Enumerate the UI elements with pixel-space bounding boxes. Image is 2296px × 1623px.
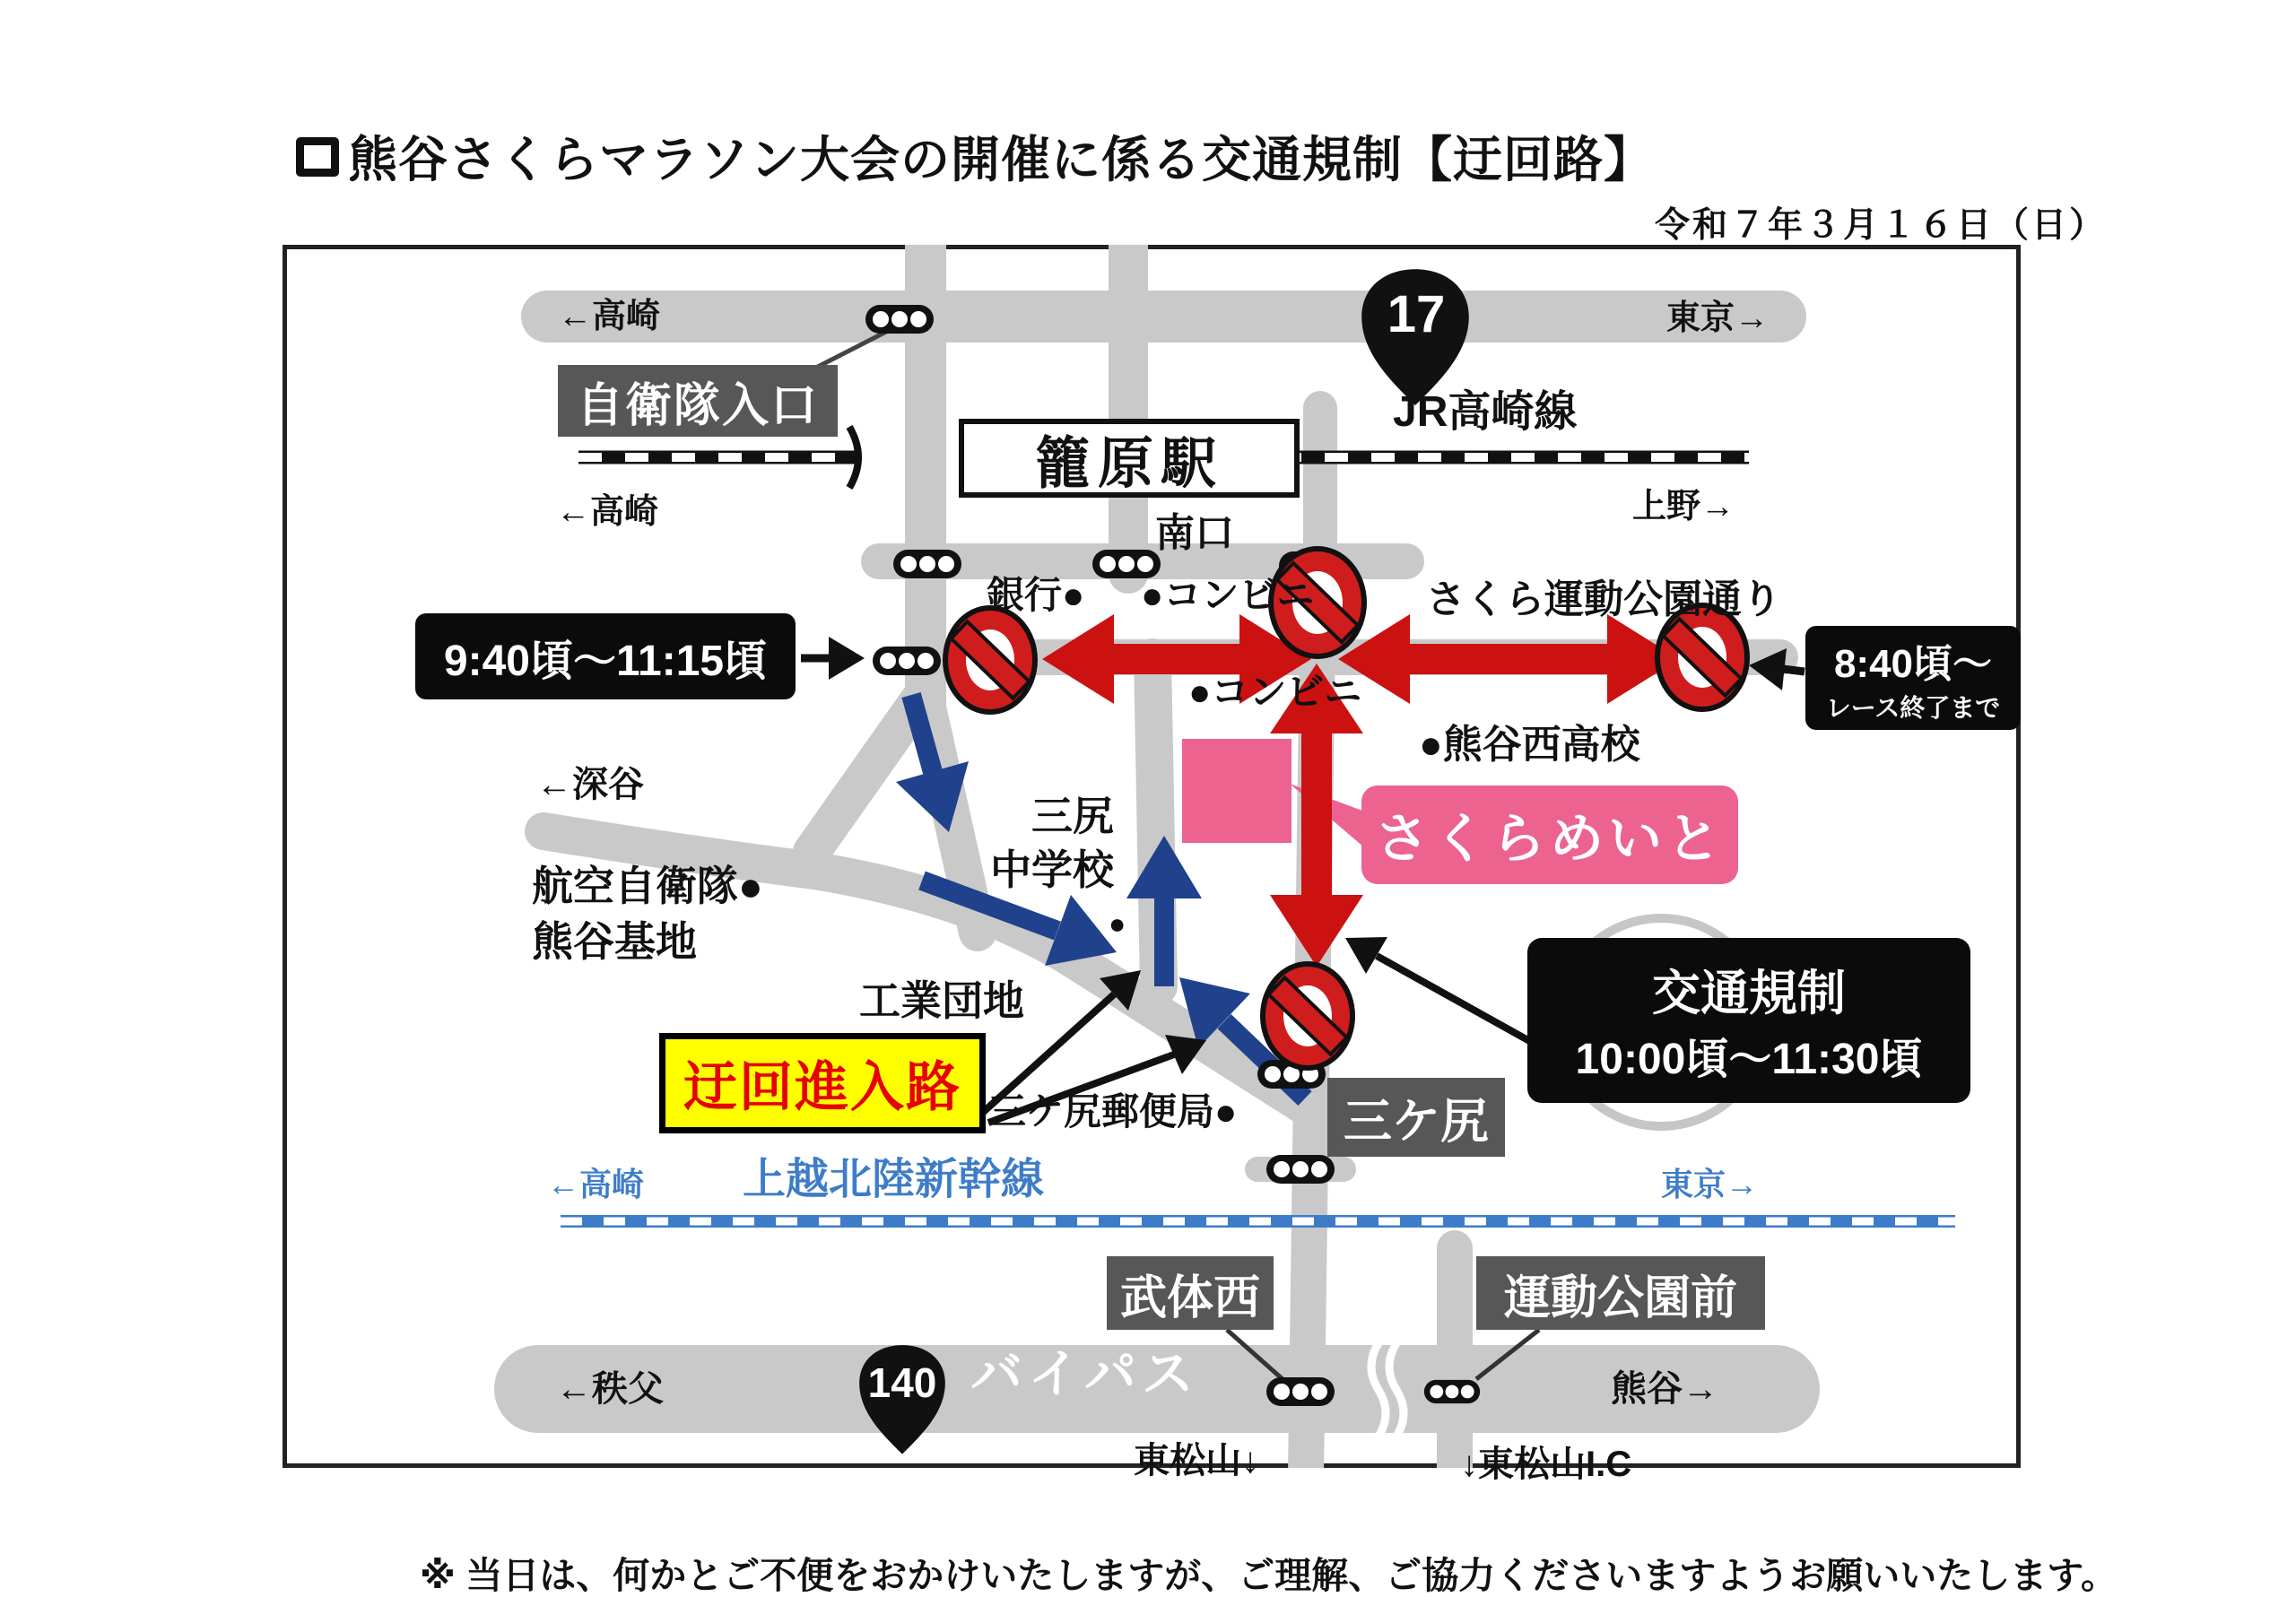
bank-label: 銀行● bbox=[987, 574, 1085, 616]
red-arrowhead-down-icon bbox=[1270, 895, 1363, 967]
red-arrow-east-shaft bbox=[1410, 644, 1609, 674]
misiri-jhs-label-1: 三尻 bbox=[1031, 793, 1114, 839]
no-entry-icon bbox=[1260, 961, 1355, 1071]
traffic-light-icon bbox=[865, 305, 934, 334]
traffic-light-icon bbox=[1266, 1155, 1335, 1184]
sakurameito-building bbox=[1182, 739, 1292, 843]
red-arrow-west-shaft bbox=[1110, 644, 1240, 674]
kagohara-station-label: 籠原駅 bbox=[1034, 432, 1223, 495]
footer-note: ※ 当日は、何かとご不便をおかけいたしますが、ご理解、ご協力くださいますようお願いいたします。 bbox=[420, 1555, 2118, 1596]
restriction-time-right-box bbox=[1805, 626, 2021, 730]
bypass-label: バイパス bbox=[970, 1345, 1199, 1403]
shinkansen-name-label: 上越北陸新幹線 bbox=[743, 1156, 1045, 1203]
asdf-base-label-1: 航空自衛隊● bbox=[532, 863, 763, 909]
shinkansen-dir-tokyo: 東京→ bbox=[1661, 1166, 1759, 1202]
no-entry-icon bbox=[943, 605, 1038, 715]
dir-ueno: 上野→ bbox=[1632, 488, 1735, 525]
jieitai-entrance-label: 自衛隊入口 bbox=[576, 379, 819, 432]
red-arrow-vertical-shaft bbox=[1301, 731, 1332, 898]
traffic-restriction-line1: 交通規制 bbox=[1652, 967, 1846, 1020]
dir-higashimatsuyama: 東松山↓ bbox=[1134, 1441, 1259, 1480]
dir-takasaki-jr: ←高崎 bbox=[556, 493, 659, 531]
asdf-base-label-2: 熊谷基地 bbox=[532, 918, 697, 965]
detour-entry-box bbox=[659, 1033, 986, 1133]
dir-fukaya: ←深谷 bbox=[536, 765, 644, 804]
misiri-jhs-label-2: 中学校 bbox=[990, 846, 1114, 893]
traffic-light-icon bbox=[873, 647, 941, 675]
traffic-light-icon bbox=[1266, 1377, 1335, 1406]
convenience-store-label-2: ●コンビニ bbox=[1188, 671, 1362, 713]
sakurameito-box bbox=[1361, 785, 1738, 884]
route-140-number: 140 bbox=[867, 1359, 937, 1406]
restriction-time-left-label: 9:40頃～11:15頃 bbox=[443, 637, 768, 685]
kumagaya-nishi-hs-label: ●熊谷西高校 bbox=[1419, 723, 1640, 767]
restriction-time-right-line2: レース終了まで bbox=[1825, 694, 2001, 722]
square-bullet-icon bbox=[296, 137, 339, 177]
event-date: 令和７年３月１６日（日） bbox=[1655, 206, 2108, 245]
undokoen-mae-box bbox=[1476, 1256, 1765, 1330]
sakura-park-street-label: さくら運動公園通り bbox=[1426, 577, 1781, 621]
traffic-restriction-box bbox=[1527, 938, 1970, 1103]
minamiguchi-label: 南口 bbox=[1155, 511, 1234, 555]
dir-kumagaya: 熊谷→ bbox=[1611, 1369, 1718, 1409]
traffic-restriction-line2: 10:00頃～11:30頃 bbox=[1575, 1036, 1923, 1083]
dir-tokyo-top: 東京→ bbox=[1666, 299, 1770, 337]
mikajiri-label: 三ケ尻 bbox=[1344, 1094, 1489, 1149]
traffic-light-icon bbox=[1424, 1380, 1480, 1403]
shinkansen-dir-takasaki: ←高崎 bbox=[547, 1166, 645, 1202]
traffic-light-icon bbox=[893, 550, 961, 578]
route-17-number: 17 bbox=[1387, 285, 1446, 343]
industrial-park-label: 工業団地 bbox=[859, 977, 1024, 1024]
restriction-time-right-line1: 8:40頃～ bbox=[1833, 642, 1993, 686]
dir-higashimatsuyama-ic: ↓東松山I.C bbox=[1460, 1445, 1632, 1484]
dir-chichibu: ←秩父 bbox=[556, 1369, 664, 1409]
red-arrowhead-left-icon bbox=[1042, 614, 1114, 704]
buttai-nishi-label: 武体西 bbox=[1119, 1271, 1260, 1324]
dir-takasaki-top: ←高崎 bbox=[558, 298, 661, 335]
sakurameito-label: さくらめいと bbox=[1375, 809, 1725, 869]
restriction-time-left-box bbox=[415, 613, 796, 699]
mikajiri-post-office-label: 三ケ尻郵便局● bbox=[988, 1090, 1238, 1133]
mikajiri-box bbox=[1327, 1078, 1505, 1157]
page-title-text: 熊谷さくらマラソン大会の開催に係る交通規制【迂回路】 bbox=[348, 132, 1655, 187]
convenience-store-label-1: ●コンビニ bbox=[1141, 574, 1315, 616]
kagohara-station-box bbox=[959, 419, 1300, 498]
page-title bbox=[296, 120, 1654, 191]
misiri-jhs-dot: ● bbox=[1109, 907, 1126, 940]
detour-entry-label: 迂回進入路 bbox=[683, 1057, 961, 1117]
jieitai-entrance-box bbox=[558, 365, 838, 437]
undokoen-mae-label: 運動公園前 bbox=[1503, 1271, 1737, 1324]
jr-takasaki-line-label: JR高崎線 bbox=[1393, 388, 1578, 436]
buttai-nishi-box bbox=[1107, 1256, 1274, 1330]
